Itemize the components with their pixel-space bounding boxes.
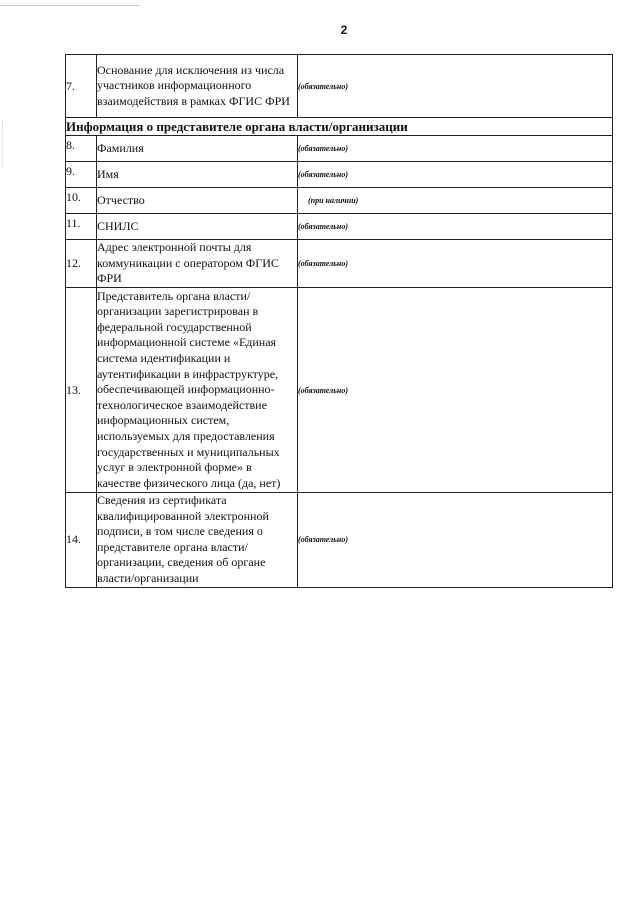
table-row [66,55,613,118]
section-header-row [66,118,613,136]
row-label: Основание для исключения из числа участников информационного взаимодействия в рамках ФГИС ФРИ [97,55,298,118]
section-title: Информация о представителе органа власти/организации [66,118,613,136]
table-row [66,493,613,588]
row-number: 12. [66,240,97,288]
table-row [66,240,613,288]
row-label: СНИЛС [97,214,298,240]
row-label: Сведения из сертификата квалифицированной электронной подписи, в том числе сведения о представителе органа власти/организации, сведения об органе власти/организации [97,493,298,588]
row-label: Фамилия [97,136,298,162]
scan-artifact-dots [2,120,5,170]
row-value: (обязательно) [298,55,613,118]
representative-info-table [65,54,613,588]
row-label: Адрес электронной почты для коммуникации с оператором ФГИС ФРИ [97,240,298,288]
row-number: 8. [66,136,97,162]
row-number: 13. [66,288,97,493]
row-label: Представитель органа власти/организации зарегистрирован в федеральной государственной информационной системе «Единая система идентификации и аутентификации в инфраструктуре, обеспечивающей информационно-технологическое взаимодействие информационных систем, используемых для предоставления государственных и муниципальных услуг в электронной форме» в качестве физического лица (да, нет) [97,288,298,493]
row-value: (обязательно) [298,288,613,493]
table-row [66,136,613,162]
row-number: 14. [66,493,97,588]
table-row [66,162,613,188]
row-label: Имя [97,162,298,188]
row-label: Отчество [97,188,298,214]
row-number: 11. [66,214,97,240]
row-value: (обязательно) [298,136,613,162]
row-value: (обязательно) [298,240,613,288]
row-number: 7. [66,55,97,118]
row-number: 10. [66,188,97,214]
row-value: (при наличии) [298,188,613,214]
row-number: 9. [66,162,97,188]
scan-artifact-line [0,5,140,6]
table-row [66,214,613,240]
row-value: (обязательно) [298,493,613,588]
table-row [66,188,613,214]
page-number: 2 [340,23,348,37]
table-row [66,288,613,493]
row-value: (обязательно) [298,214,613,240]
row-value: (обязательно) [298,162,613,188]
